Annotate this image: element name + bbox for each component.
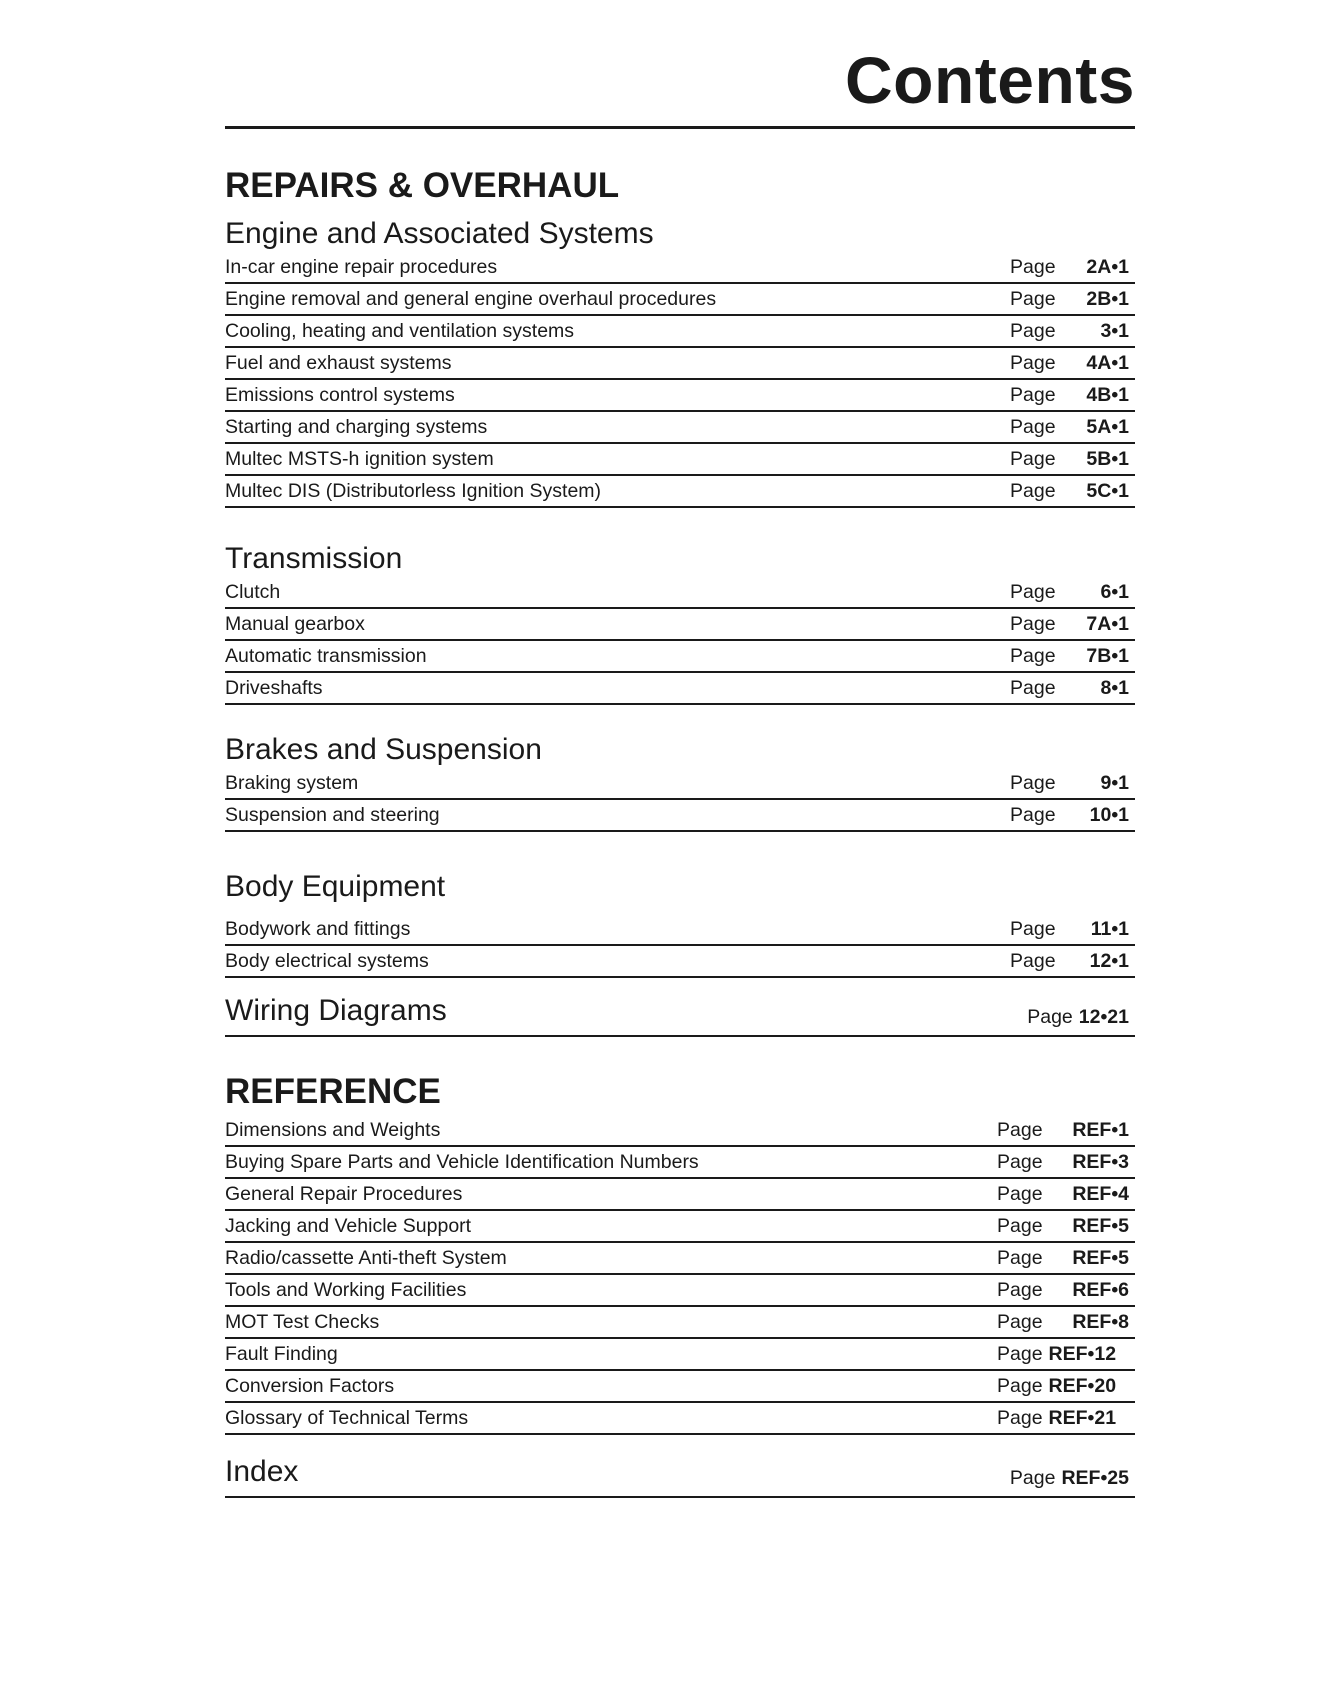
page-word: Page	[1010, 803, 1056, 826]
page-word: Page	[1027, 1006, 1073, 1028]
page-number: 5A•1	[1086, 415, 1129, 438]
page-word: Page	[1010, 319, 1056, 342]
toc-entry[interactable]	[225, 1179, 1135, 1211]
toc-entry-wiring[interactable]	[225, 989, 1135, 1037]
section-engine	[225, 216, 1135, 508]
toc-entry[interactable]	[225, 609, 1135, 641]
page-word: Page	[1010, 255, 1056, 278]
toc-entry-label: Glossary of Technical Terms	[225, 1406, 469, 1429]
page-word: Page	[1010, 644, 1056, 667]
page-word: Page	[1010, 383, 1056, 406]
page-word: Page	[1010, 949, 1056, 972]
toc-entry[interactable]	[225, 348, 1135, 380]
page-number: 8•1	[1100, 676, 1129, 699]
section-body	[225, 860, 1135, 978]
page-word: Page	[1010, 287, 1056, 310]
page-word: Page	[997, 1214, 1043, 1237]
toc-entry[interactable]	[225, 476, 1135, 508]
page-number: REF•8	[1072, 1310, 1129, 1333]
toc-entry-label: Multec MSTS-h ignition system	[225, 447, 494, 470]
page-word: Page	[1010, 351, 1056, 374]
page-word: Page	[997, 1342, 1043, 1365]
section-title: Engine and Associated Systems	[225, 217, 654, 250]
toc-entry-label: Fuel and exhaust systems	[225, 351, 452, 374]
page-word: Page	[997, 1374, 1043, 1397]
toc-entry-label: Manual gearbox	[225, 612, 365, 635]
toc-entry-label: Emissions control systems	[225, 383, 455, 406]
toc-entry-label: Dimensions and Weights	[225, 1118, 441, 1141]
page-number: REF•20	[1048, 1374, 1117, 1397]
toc-entry-label: Tools and Working Facilities	[225, 1278, 467, 1301]
page-number: 6•1	[1100, 580, 1129, 603]
section-transmission	[225, 541, 1135, 705]
toc-entry-label: MOT Test Checks	[225, 1310, 380, 1333]
page-number: REF•6	[1072, 1278, 1129, 1301]
page-word: Page	[1010, 580, 1056, 603]
toc-entry[interactable]	[225, 914, 1135, 946]
toc-entry[interactable]	[225, 1307, 1135, 1339]
page-number: 7B•1	[1086, 644, 1129, 667]
section-title: Body Equipment	[225, 870, 446, 903]
page-word: Page	[997, 1278, 1043, 1301]
page-number: 4A•1	[1086, 351, 1129, 374]
page-number: REF•5	[1072, 1214, 1129, 1237]
page-number: 10•1	[1089, 803, 1129, 826]
toc-entry-label: In-car engine repair procedures	[225, 255, 498, 278]
page-word: Page	[1010, 447, 1056, 470]
part-heading-reference: REFERENCE	[225, 1072, 441, 1111]
page-number: REF•12	[1048, 1342, 1117, 1365]
toc-entry[interactable]	[225, 1211, 1135, 1243]
toc-entry[interactable]	[225, 1275, 1135, 1307]
page-title: Contents	[845, 43, 1135, 117]
section-reference	[225, 1115, 1135, 1435]
toc-entry[interactable]	[225, 1147, 1135, 1179]
part-heading-repairs: REPAIRS & OVERHAUL	[225, 166, 620, 205]
page-number: REF•4	[1072, 1182, 1129, 1205]
toc-entry-label: Suspension and steering	[225, 803, 440, 826]
section-brakes	[225, 732, 1135, 832]
toc-entry-label: Clutch	[225, 580, 281, 603]
page-number: 5B•1	[1086, 447, 1129, 470]
toc-entry-label: General Repair Procedures	[225, 1182, 463, 1205]
page-word: Page	[997, 1118, 1043, 1141]
page-word: Page	[997, 1150, 1043, 1173]
page-word: Page	[1010, 415, 1056, 438]
toc-entry-index[interactable]	[225, 1450, 1135, 1498]
toc-entry[interactable]	[225, 800, 1135, 832]
page-number: REF•25	[1061, 1467, 1129, 1489]
toc-entry[interactable]	[225, 1243, 1135, 1275]
page-word: Page	[1010, 917, 1056, 940]
toc-entry[interactable]	[225, 1339, 1135, 1371]
toc-entry-label: Cooling, heating and ventilation systems	[225, 319, 575, 342]
page-word: Page	[997, 1246, 1043, 1269]
page-number: 9•1	[1100, 771, 1129, 794]
toc-entry[interactable]	[225, 316, 1135, 348]
page-number: 3•1	[1100, 319, 1129, 342]
toc-entry-label: Engine removal and general engine overhaul procedures	[225, 287, 717, 310]
toc-entry-label: Conversion Factors	[225, 1374, 395, 1397]
toc-entry[interactable]	[225, 641, 1135, 673]
page-number: 4B•1	[1086, 383, 1129, 406]
toc-entry[interactable]	[225, 284, 1135, 316]
toc-entry[interactable]	[225, 380, 1135, 412]
page-number: REF•5	[1072, 1246, 1129, 1269]
page-word: Page	[997, 1310, 1043, 1333]
toc-entry[interactable]	[225, 673, 1135, 705]
page-word: Page	[1010, 771, 1056, 794]
page-number: 2B•1	[1086, 287, 1129, 310]
toc-entry-label: Wiring Diagrams	[225, 994, 447, 1027]
page-number: 7A•1	[1086, 612, 1129, 635]
section-title: Transmission	[225, 542, 403, 575]
page-word: Page	[1010, 612, 1056, 635]
title-divider	[225, 126, 1135, 129]
toc-entry[interactable]	[225, 412, 1135, 444]
toc-entry[interactable]	[225, 1371, 1135, 1403]
toc-entry-label: Multec DIS (Distributorless Ignition System)	[225, 479, 602, 502]
toc-entry[interactable]	[225, 946, 1135, 978]
page-number: 12•1	[1089, 949, 1129, 972]
toc-entry-label: Index	[225, 1455, 299, 1488]
page-number: REF•21	[1048, 1406, 1117, 1429]
page-number: 5C•1	[1086, 479, 1129, 502]
page-number: 2A•1	[1086, 255, 1129, 278]
page-word: Page	[997, 1406, 1043, 1429]
page-number: 11•1	[1090, 917, 1129, 940]
page-word: Page	[1009, 1467, 1056, 1489]
toc-entry-label: Body electrical systems	[225, 949, 429, 972]
section-index	[225, 1450, 1135, 1498]
page-word: Page	[1010, 479, 1056, 502]
section-title: Brakes and Suspension	[225, 733, 542, 766]
toc-entry-label: Braking system	[225, 771, 359, 794]
toc-entry-label: Buying Spare Parts and Vehicle Identification Numbers	[225, 1150, 699, 1173]
toc-entry[interactable]	[225, 1403, 1135, 1435]
toc-entry-label: Starting and charging systems	[225, 415, 488, 438]
page-word: Page	[1010, 676, 1056, 699]
page-number: REF•1	[1072, 1118, 1129, 1141]
toc-entry[interactable]	[225, 444, 1135, 476]
toc-entry[interactable]	[225, 768, 1135, 800]
section-wiring	[225, 989, 1135, 1037]
toc-entry[interactable]	[225, 252, 1135, 284]
toc-entry-label: Bodywork and fittings	[225, 917, 411, 940]
toc-entry-label: Radio/cassette Anti-theft System	[225, 1246, 507, 1269]
page-word: Page	[997, 1182, 1043, 1205]
toc-entry[interactable]	[225, 1115, 1135, 1147]
toc-entry-label: Jacking and Vehicle Support	[225, 1214, 472, 1237]
toc-entry-label: Driveshafts	[225, 676, 323, 699]
toc-entry[interactable]	[225, 577, 1135, 609]
page-number: 12•21	[1078, 1006, 1129, 1028]
page-number: REF•3	[1072, 1150, 1129, 1173]
toc-entry-label: Fault Finding	[225, 1342, 338, 1365]
toc-entry-label: Automatic transmission	[225, 644, 427, 667]
